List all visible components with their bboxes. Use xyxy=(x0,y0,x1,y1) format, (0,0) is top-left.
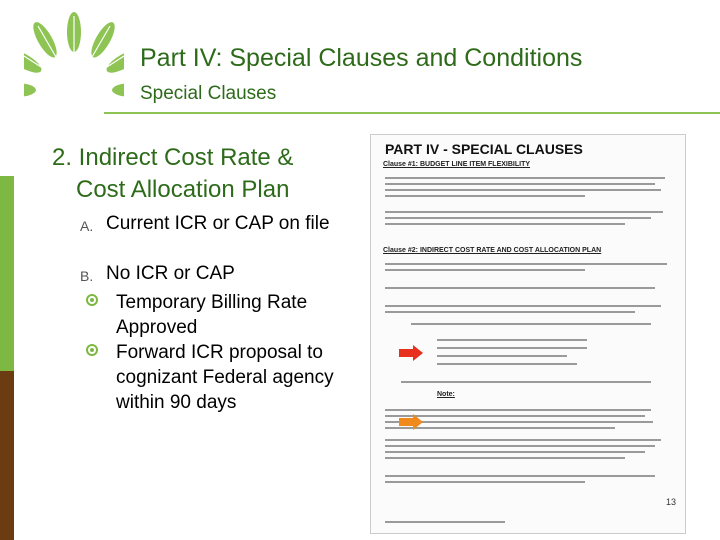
text-line xyxy=(385,305,661,307)
sidebar-top xyxy=(0,0,14,176)
circle-bullet-icon xyxy=(86,344,98,356)
page-number: 13 xyxy=(666,497,677,507)
leaf-fan-logo xyxy=(24,10,124,110)
list-item-a xyxy=(80,212,336,236)
list-item-a-text: Current ICR or CAP on file xyxy=(106,213,330,234)
section-heading xyxy=(52,142,352,206)
page-title: Part IV: Special Clauses and Conditions xyxy=(140,44,583,72)
text-line xyxy=(385,415,645,417)
text-line xyxy=(437,347,587,349)
text-line xyxy=(437,339,587,341)
orange-arrow-icon xyxy=(399,414,423,430)
heading-line-2: Cost Allocation Plan xyxy=(76,176,290,203)
list-marker-a: A. xyxy=(80,218,94,234)
document-excerpt-image xyxy=(370,134,686,534)
text-line xyxy=(385,481,585,483)
text-line xyxy=(385,421,653,423)
list-marker-b: B. xyxy=(80,268,94,284)
bullet-text: Forward ICR proposal to cognizant Federal agency within 90 days xyxy=(116,342,334,413)
text-line xyxy=(385,183,655,185)
text-line xyxy=(385,445,655,447)
text-line xyxy=(437,355,567,357)
text-line xyxy=(385,409,651,411)
text-line xyxy=(437,363,577,365)
list-item-b-text: No ICR or CAP xyxy=(106,263,235,284)
text-line xyxy=(385,177,665,179)
text-line xyxy=(385,263,667,265)
document-clause-1: Clause #1: BUDGET LINE ITEM FLEXIBILITY xyxy=(383,161,531,168)
bullet-item xyxy=(116,290,336,340)
text-line xyxy=(385,189,661,191)
text-line xyxy=(385,269,585,271)
title-divider xyxy=(104,112,720,114)
text-line xyxy=(385,311,635,313)
document-clause-2: Clause #2: INDIRECT COST RATE AND COST ALLOCATION PLAN xyxy=(383,247,602,254)
circle-bullet-icon xyxy=(86,294,98,306)
text-line xyxy=(385,475,655,477)
page-subtitle: Special Clauses xyxy=(140,83,277,104)
text-line xyxy=(401,381,651,383)
red-arrow-icon xyxy=(399,345,423,361)
text-line xyxy=(411,323,651,325)
sidebar-brown-bar xyxy=(0,371,14,540)
heading-line-1: 2. Indirect Cost Rate & xyxy=(52,144,294,171)
list-item-b xyxy=(80,262,336,286)
document-title: PART IV - SPECIAL CLAUSES xyxy=(385,141,583,157)
text-line xyxy=(385,195,585,197)
text-line xyxy=(385,457,625,459)
text-line xyxy=(385,439,661,441)
text-line xyxy=(385,287,655,289)
text-line xyxy=(385,521,505,523)
text-line xyxy=(385,223,625,225)
text-line xyxy=(385,217,651,219)
bullet-item xyxy=(116,340,356,415)
text-line xyxy=(385,451,645,453)
bullet-text: Temporary Billing Rate Approved xyxy=(116,292,308,338)
document-note: Note: xyxy=(437,391,455,398)
sidebar-green-bar xyxy=(0,176,14,371)
text-line xyxy=(385,211,663,213)
